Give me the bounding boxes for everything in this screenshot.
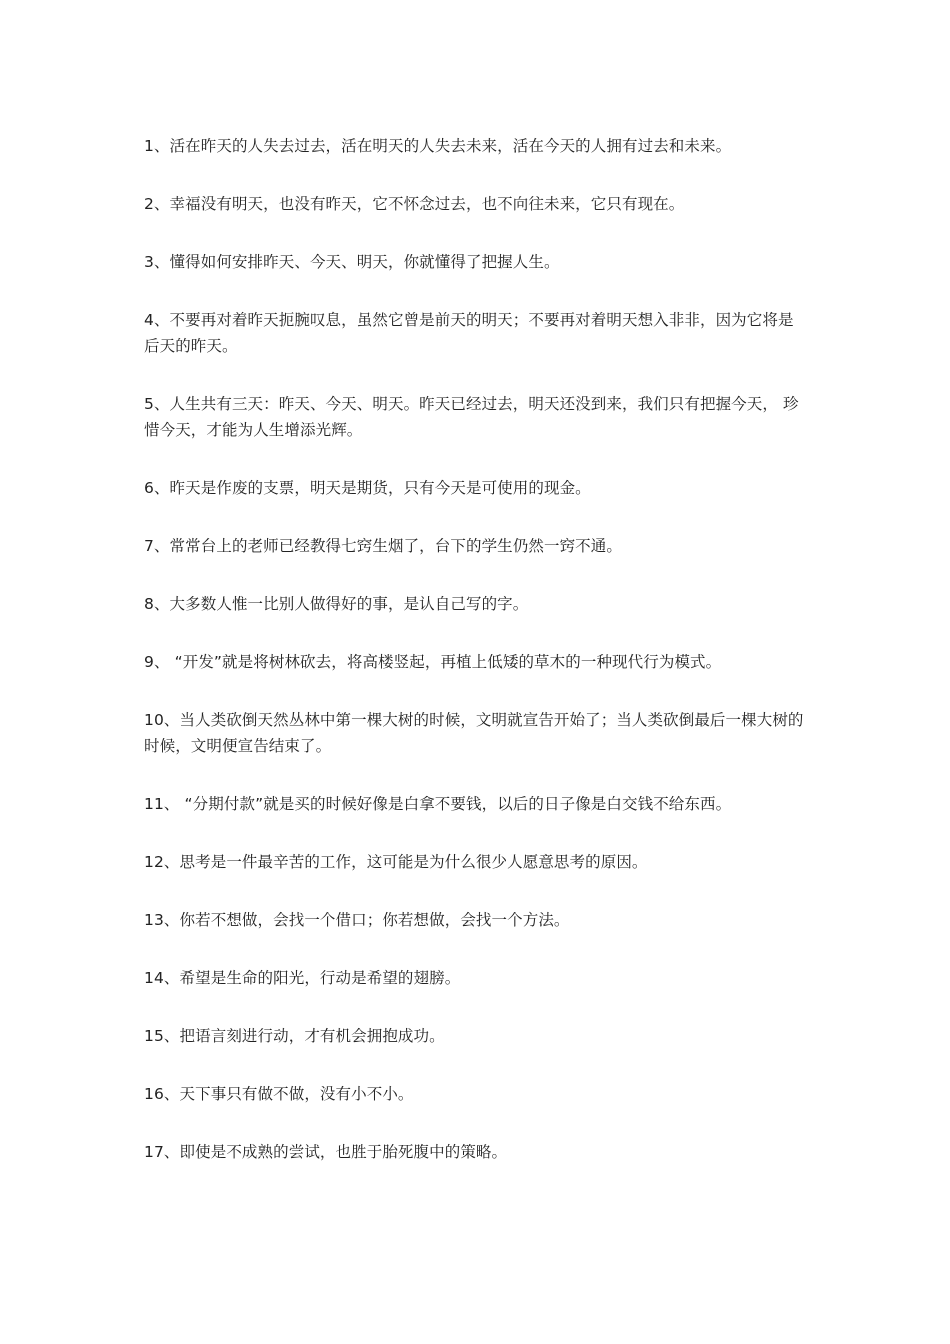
quote-item: 1、活在昨天的人失去过去，活在明天的人失去未来，活在今天的人拥有过去和未来。 [144,137,732,155]
quote-item: 7、常常台上的老师已经教得七窍生烟了，台下的学生仍然一窍不通。 [144,537,622,555]
quote-list [144,133,809,1165]
quote-item: 9、 “开发”就是将树林砍去，将高楼竖起，再植上低矮的草木的一种现代行为模式。 [144,653,722,671]
quote-item: 13、你若不想做，会找一个借口；你若想做，会找一个方法。 [144,911,570,929]
quote-item: 5、人生共有三天：昨天、今天、明天。昨天已经过去，明天还没到来，我们只有把握今天， 珍惜今天，才能为人生增添光辉。 [144,395,799,439]
quote-item: 8、大多数人惟一比别人做得好的事，是认自己写的字。 [144,595,529,613]
quote-item: 11、 “分期付款”就是买的时候好像是白拿不要钱，以后的日子像是白交钱不给东西。 [144,795,732,813]
quote-item: 6、昨天是作废的支票，明天是期货，只有今天是可使用的现金。 [144,479,591,497]
quote-item: 17、即使是不成熟的尝试，也胜于胎死腹中的策略。 [144,1143,508,1161]
quote-item: 15、把语言刻进行动，才有机会拥抱成功。 [144,1027,445,1045]
quote-item: 14、希望是生命的阳光，行动是希望的翅膀。 [144,969,461,987]
quote-item: 4、不要再对着昨天扼腕叹息，虽然它曾是前天的明天；不要再对着明天想入非非，因为它将是后天的昨天。 [144,311,794,355]
quote-item: 12、思考是一件最辛苦的工作，这可能是为什么很少人愿意思考的原因。 [144,853,648,871]
quote-item: 2、幸福没有明天，也没有昨天，它不怀念过去，也不向往未来，它只有现在。 [144,195,685,213]
quote-item: 3、懂得如何安排昨天、今天、明天，你就懂得了把握人生。 [144,253,560,271]
quote-item: 16、天下事只有做不做，没有小不小。 [144,1085,414,1103]
quote-item: 10、当人类砍倒天然丛林中第一棵大树的时候，文明就宣告开始了；当人类砍倒最后一棵大树的时候，文明便宣告结束了。 [144,711,804,755]
